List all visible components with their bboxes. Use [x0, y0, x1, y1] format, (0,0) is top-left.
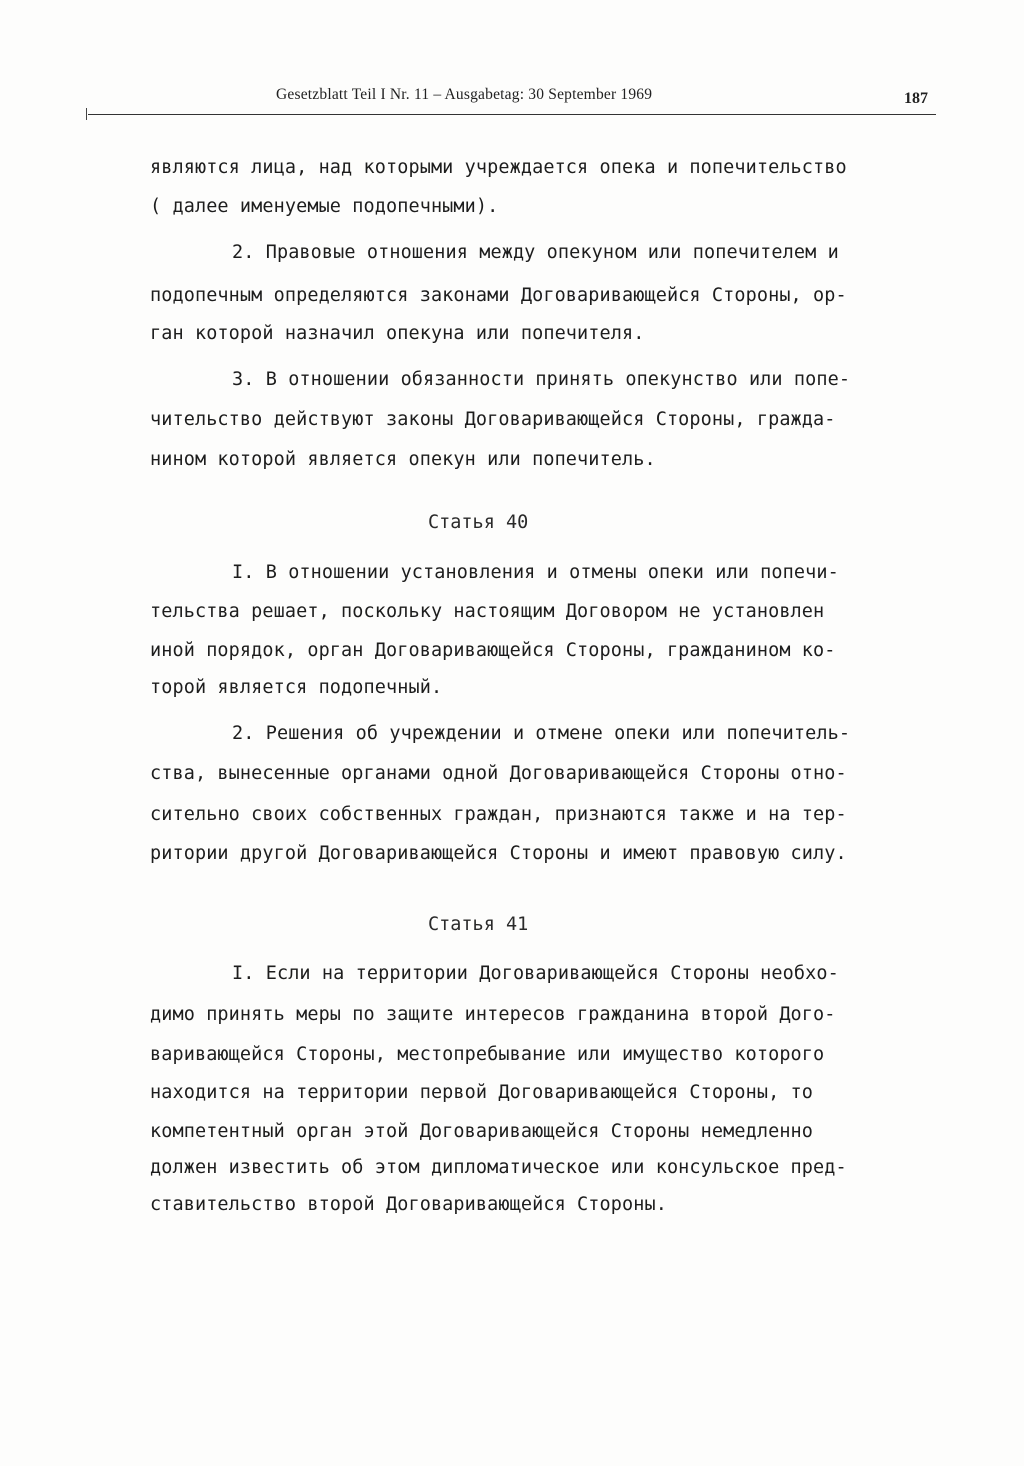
page-number: 187: [904, 90, 928, 107]
text-line: ( далее именуемые подопечными).: [150, 196, 499, 217]
text-line: являются лица, над которыми учреждается опека и попечительство: [150, 157, 847, 178]
text-line: подопечным определяются законами Договаривающейся Стороны, ор-: [150, 285, 847, 306]
text-line: нином которой является опекун или попечитель.: [150, 449, 656, 470]
text-line: ства, вынесенные органами одной Договаривающейся Стороны отно-: [150, 763, 847, 784]
text-line: ритории другой Договаривающейся Стороны и имеют правовую силу.: [150, 843, 847, 864]
header-title: Gesetzblatt Teil I Nr. 11 – Ausgabetag: 30 September 1969: [276, 86, 653, 103]
text-line: иной порядок, орган Договаривающейся Стороны, гражданином ко-: [150, 640, 836, 661]
text-line: ставительство второй Договаривающейся Стороны.: [150, 1194, 667, 1215]
text-line: торой является подопечный.: [150, 677, 443, 698]
text-line: 3. В отношении обязанности принять опекунство или попе-: [232, 369, 851, 390]
text-line: 2. Решения об учреждении и отмене опеки или попечитель-: [232, 723, 851, 744]
text-line: должен известить об этом дипломатическое или консульское пред-: [150, 1157, 847, 1178]
text-line: I. В отношении установления и отмены опеки или попечи-: [232, 562, 839, 583]
page-header: [0, 86, 1024, 116]
text-line: ган которой назначил опекуна или попечителя.: [150, 323, 645, 344]
text-line: варивающейся Стороны, местопребывание или имущество которого: [150, 1044, 825, 1065]
text-line: сительно своих собственных граждан, признаются также и на тер-: [150, 804, 847, 825]
text-line: димо принять меры по защите интересов гражданина второй Дого-: [150, 1004, 836, 1025]
article-heading-41: Статья 41: [428, 914, 529, 935]
text-line: компетентный орган этой Договаривающейся Стороны немедленно: [150, 1121, 814, 1142]
text-line: чительство действуют законы Договаривающейся Стороны, гражда-: [150, 409, 836, 430]
text-line: тельства решает, поскольку настоящим Договором не установлен: [150, 601, 825, 622]
header-rule: [88, 114, 936, 115]
header-rule-tick: [86, 108, 87, 120]
text-line: 2. Правовые отношения между опекуном или попечителем и: [232, 242, 839, 263]
text-line: I. Если на территории Договаривающейся Стороны необхо-: [232, 963, 839, 984]
text-line: находится на территории первой Договаривающейся Стороны, то: [150, 1082, 814, 1103]
article-heading-40: Статья 40: [428, 512, 529, 533]
